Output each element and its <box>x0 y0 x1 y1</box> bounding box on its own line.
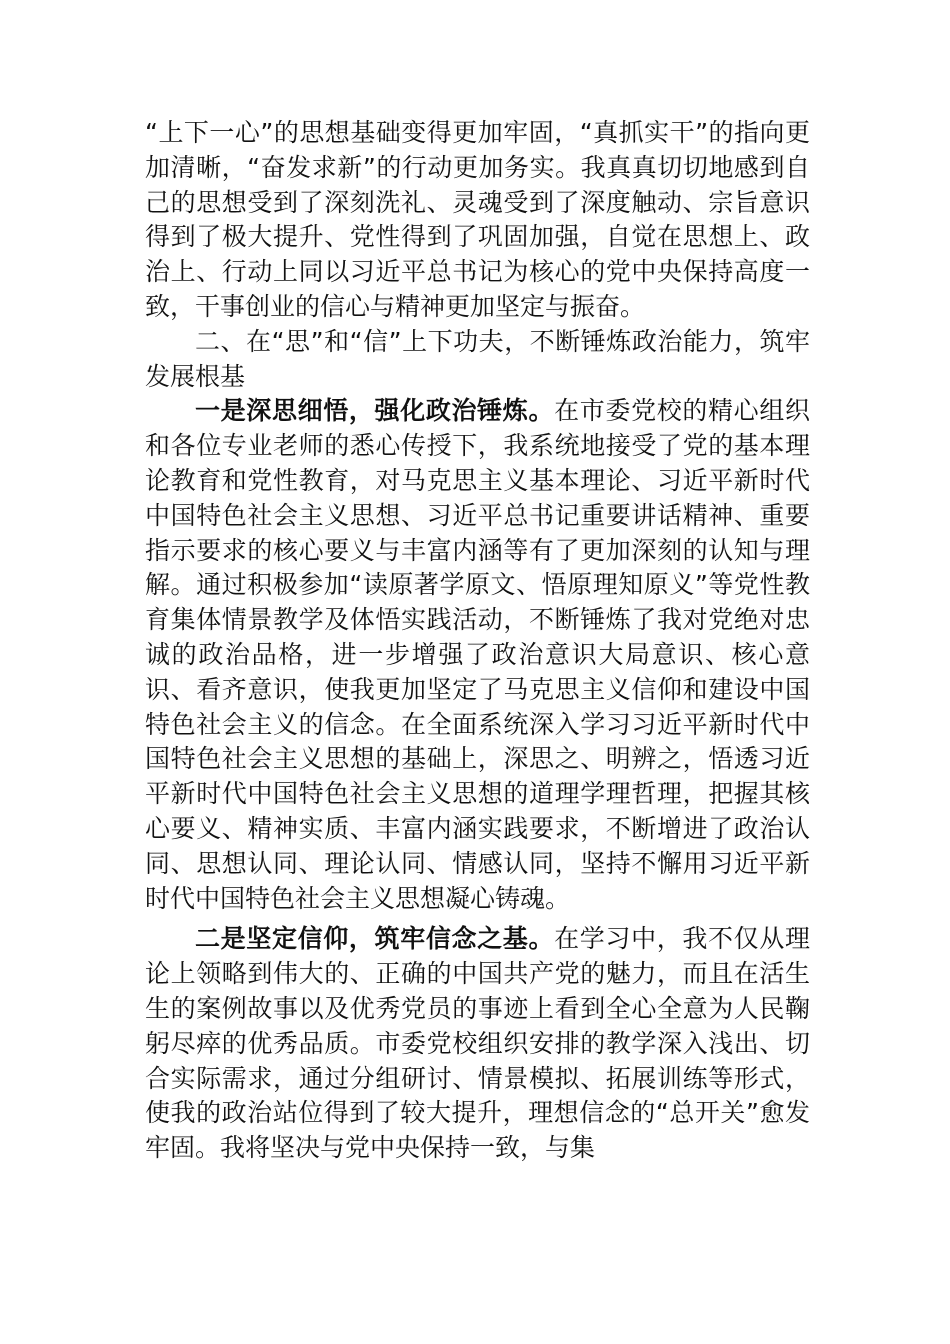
section-heading <box>145 325 810 395</box>
paragraph-text: “上下一心”的思想基础变得更加牢固，“真抓实干”的指向更加清晰，“奋发求新”的行动更加务实。我真真切切地感到自己的思想受到了深刻洗礼、灵魂受到了深度触动、宗旨意识得到了极大提升、党性得到了巩固加强，自觉在思想上、政治上、行动上同以习近平总书记为核心的党中央保持高度一致，干事创业的信心与精神更加坚定与振奋。 <box>145 118 810 321</box>
paragraph-continuation <box>145 116 810 325</box>
paragraph-text: 在学习中，我不仅从理论上领略到伟大的、正确的中国共产党的魅力，而且在活生生的案例故事以及优秀党员的事迹上看到全心全意为人民鞠躬尽瘁的优秀品质。市委党校组织安排的教学深入浅出、切合实际需求，通过分组研讨、情景模拟、拓展训练等形式，使我的政治站位得到了较大提升，理想信念的“总开关”愈发牢固。我将坚决与党中央保持一致，与集 <box>145 924 810 1163</box>
paragraph-point-two <box>145 922 810 1166</box>
document-page <box>145 116 810 1166</box>
section-heading-text: 二、在“思”和“信”上下功夫，不断锤炼政治能力，筑牢发展根基 <box>145 326 810 391</box>
paragraph-lead: 一是深思细悟，强化政治锤炼。 <box>195 396 555 426</box>
paragraph-point-one <box>145 394 810 916</box>
paragraph-text: 在市委党校的精心组织和各位专业老师的悉心传授下，我系统地接受了党的基本理论教育和党性教育，对马克思主义基本理论、习近平新时代中国特色社会主义思想、习近平总书记重要讲话精神、重要指示要求的核心要义与丰富内涵等有了更加深刻的认知与理解。通过积极参加“读原著学原文、悟原理知原义”等党性教育集体情景教学及体悟实践活动，不断锤炼了我对党绝对忠诚的政治品格，进一步增强了政治意识大局意识、核心意识、看齐意识，使我更加坚定了马克思主义信仰和建设中国特色社会主义的信念。在全面系统深入学习习近平新时代中国特色社会主义思想的基础上，深思之、明辨之，悟透习近平新时代中国特色社会主义思想的道理学理哲理，把握其核心要义、精神实质、丰富内涵实践要求，不断增进了政治认同、思想认同、理论认同、情感认同，坚持不懈用习近平新时代中国特色社会主义思想凝心铸魂。 <box>145 396 810 913</box>
paragraph-lead: 二是坚定信仰，筑牢信念之基。 <box>195 924 555 954</box>
